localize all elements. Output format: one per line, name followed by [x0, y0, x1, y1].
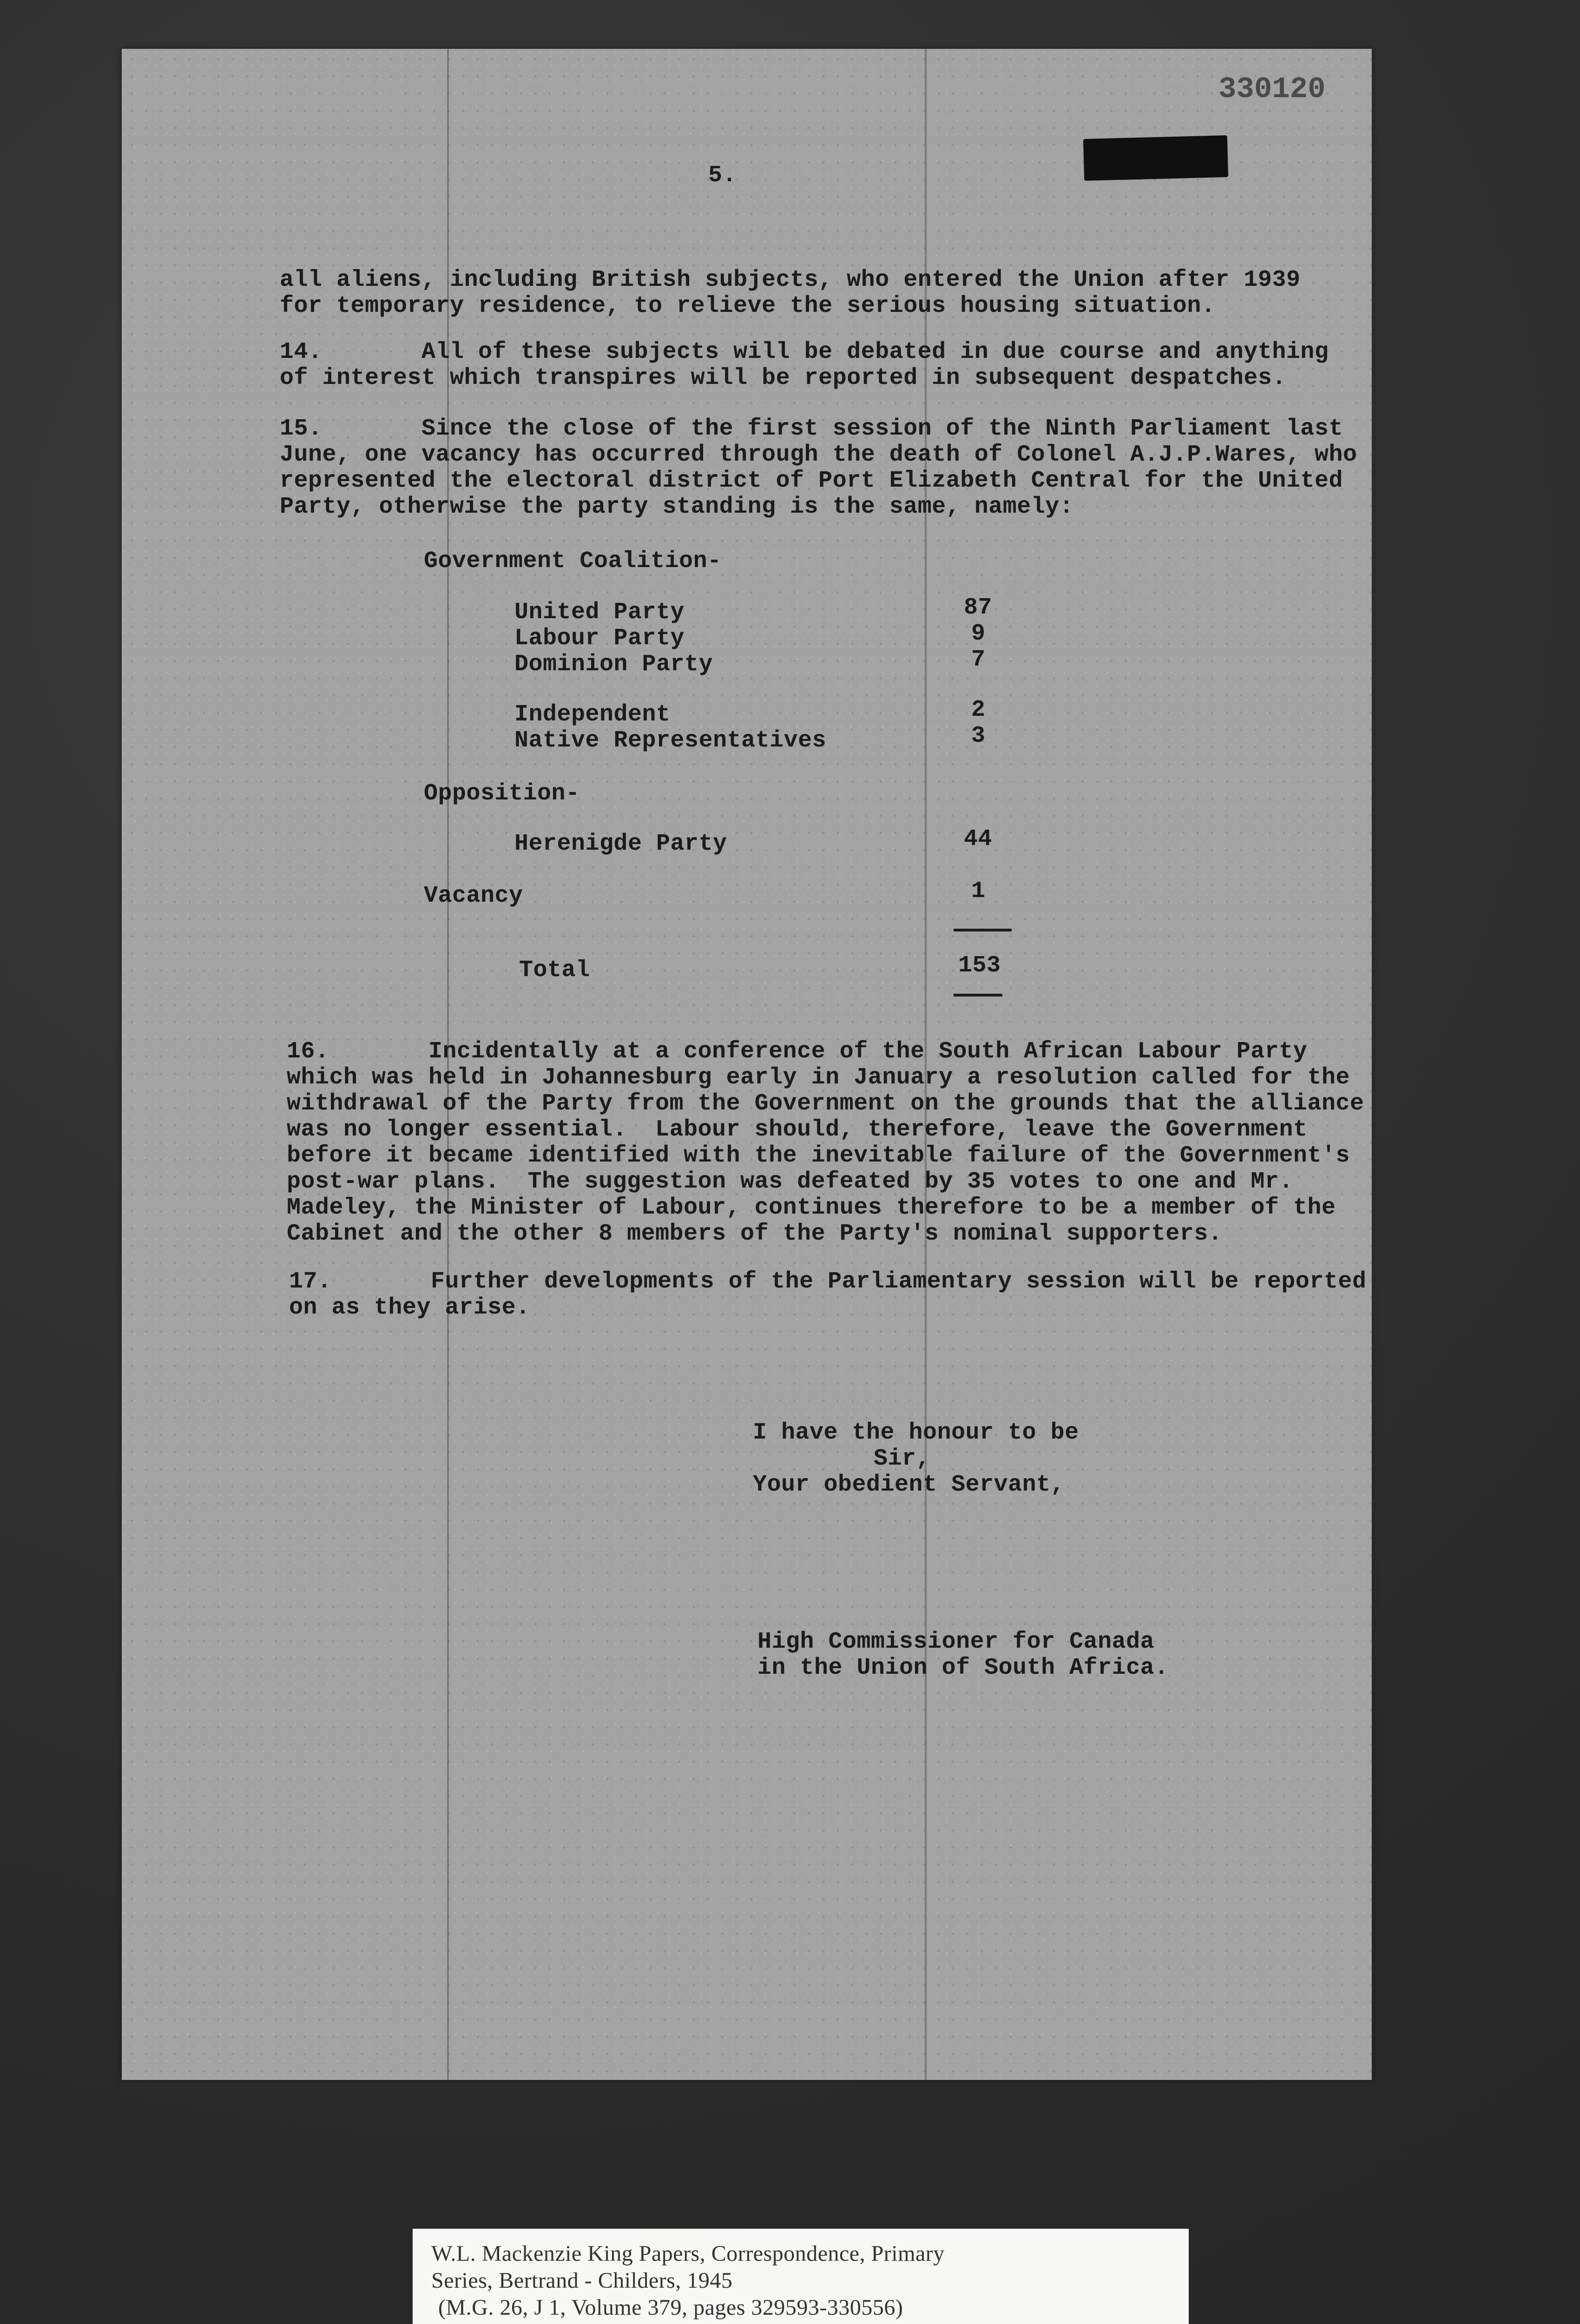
para-16-line-7: Madeley, the Minister of Labour, continues therefore to be a member of the	[287, 1195, 1336, 1221]
independent-label: Independent	[514, 701, 671, 728]
para-16-number: 16.	[287, 1038, 329, 1065]
labour-party-label: Labour Party	[514, 625, 685, 652]
total-label: Total	[519, 957, 590, 984]
para-16-line-5: before it became identified with the inevitable failure of the Government's	[287, 1142, 1350, 1169]
para-16-line-2: which was held in Johannesburg early in January a resolution called for the	[287, 1064, 1350, 1091]
page-number: 5.	[708, 162, 737, 189]
labour-party-value: 9	[971, 621, 986, 647]
para-14-line-1: All of these subjects will be debated in due course and anything	[421, 339, 1329, 365]
vacancy-value: 1	[971, 878, 986, 905]
para-14-line-2: of interest which transpires will be reported in subsequent despatches.	[280, 365, 1286, 391]
native-representatives-label: Native Representatives	[514, 727, 827, 754]
vacancy-label: Vacancy	[424, 883, 523, 909]
closing-line-3: Your obedient Servant,	[753, 1472, 1065, 1498]
united-party-value: 87	[964, 594, 993, 621]
para-14-number: 14.	[280, 339, 323, 365]
para-15-line-1: Since the close of the first session of the Ninth Parliament last	[421, 416, 1343, 442]
redaction-block	[1083, 135, 1228, 181]
signature-line-1: High Commissioner for Canada	[757, 1629, 1155, 1655]
archive-label-line-2: Series, Bertrand - Childers, 1945	[431, 2268, 733, 2293]
closing-line-2: Sir,	[874, 1446, 931, 1472]
para-16-line-1: Incidentally at a conference of the South African Labour Party	[428, 1038, 1308, 1065]
independent-value: 2	[971, 697, 986, 723]
folio-number: 330120	[1218, 73, 1326, 106]
para-15-line-2: June, one vacancy has occurred through the death of Colonel A.J.P.Wares, who	[280, 442, 1357, 468]
para-17-line-1: Further developments of the Parliamentary session will be reported	[431, 1268, 1367, 1295]
archive-label-line-3: (M.G. 26, J 1, Volume 379, pages 329593-330556)	[438, 2295, 903, 2320]
intro-line-1: all aliens, including British subjects, who entered the Union after 1939	[280, 267, 1301, 293]
para-16-line-3: withdrawal of the Party from the Government on the grounds that the alliance	[287, 1090, 1364, 1117]
dominion-party-value: 7	[971, 647, 986, 673]
dominion-party-label: Dominion Party	[514, 651, 713, 678]
para-16-line-4: was no longer essential. Labour should, therefore, leave the Government	[287, 1116, 1308, 1143]
herenigde-party-value: 44	[964, 826, 993, 852]
para-15-line-3: represented the electoral district of Port Elizabeth Central for the United	[280, 468, 1343, 494]
total-rule-bottom	[954, 994, 1002, 997]
government-heading: Government Coalition-	[424, 548, 722, 574]
archive-label-line-1: W.L. Mackenzie King Papers, Correspondence, Primary	[431, 2241, 945, 2266]
closing-line-1: I have the honour to be	[753, 1419, 1079, 1446]
para-17-number: 17.	[289, 1268, 332, 1295]
native-representatives-value: 3	[971, 723, 986, 749]
total-rule-top	[954, 929, 1012, 931]
herenigde-party-label: Herenigde Party	[514, 831, 727, 857]
opposition-heading: Opposition-	[424, 780, 580, 807]
intro-line-2: for temporary residence, to relieve the serious housing situation.	[280, 293, 1216, 319]
united-party-label: United Party	[514, 599, 685, 626]
para-17-line-2: on as they arise.	[289, 1294, 530, 1321]
para-15-line-4: Party, otherwise the party standing is the same, namely:	[280, 494, 1074, 520]
archive-reference-label	[413, 2229, 1189, 2324]
para-15-number: 15.	[280, 416, 323, 442]
para-16-line-6: post-war plans. The suggestion was defeated by 35 votes to one and Mr.	[287, 1169, 1293, 1195]
document-page	[122, 49, 1372, 2080]
total-value: 153	[958, 952, 1001, 979]
signature-line-2: in the Union of South Africa.	[757, 1655, 1169, 1681]
para-16-line-8: Cabinet and the other 8 members of the Party's nominal supporters.	[287, 1221, 1223, 1247]
